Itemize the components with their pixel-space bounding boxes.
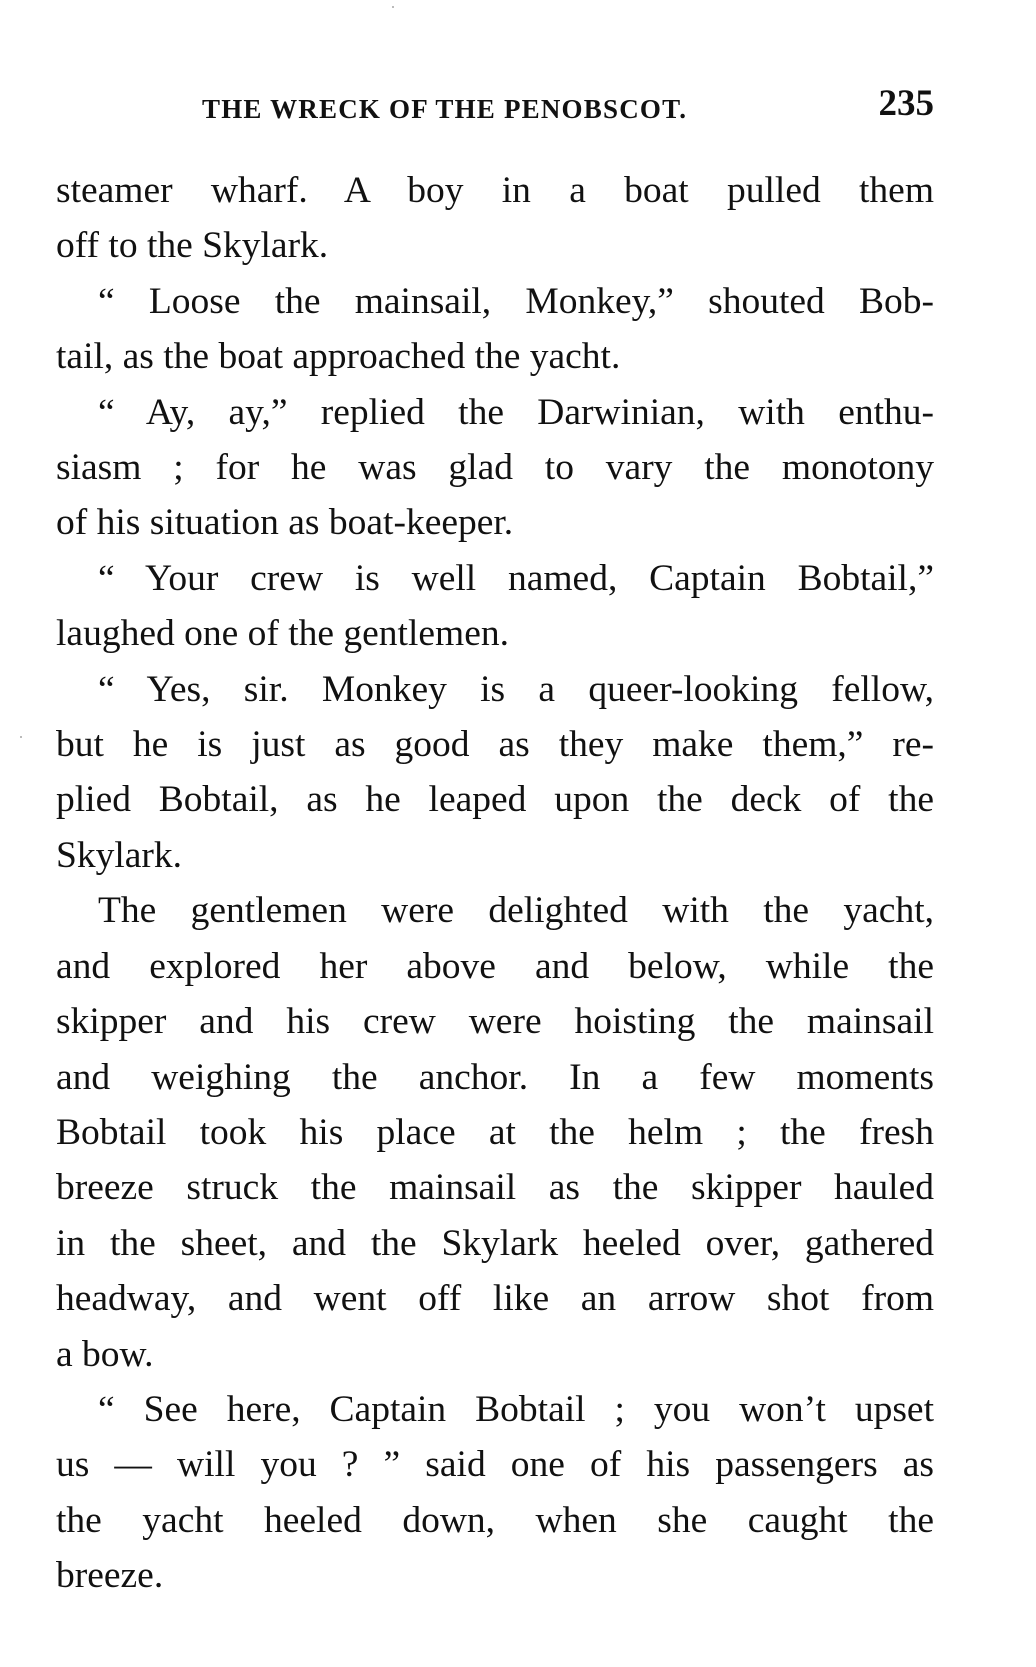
page-number: 235 xyxy=(878,83,934,124)
text-line: and weighing the anchor. In a few moments xyxy=(56,1056,934,1098)
text-line: “ Yes, sir. Monkey is a queer-looking fellow, xyxy=(98,668,934,710)
paragraph xyxy=(56,163,934,274)
paragraph xyxy=(56,1382,934,1604)
text-line: Bobtail took his place at the helm ; the fresh xyxy=(56,1111,934,1153)
text-line: and explored her above and below, while the xyxy=(56,945,934,987)
text-line: breeze. xyxy=(56,1555,164,1597)
text-line: of his situation as boat-keeper. xyxy=(56,502,514,544)
text-line: steamer wharf. A boy in a boat pulled them xyxy=(56,170,934,211)
scan-speck xyxy=(20,736,22,738)
text-line: breeze struck the mainsail as the skipper hauled xyxy=(56,1167,934,1209)
text-line: tail, as the boat approached the yacht. xyxy=(56,336,621,378)
text-line: us — will you ? ” said one of his passengers as xyxy=(56,1444,934,1486)
text-line: The gentlemen were delighted with the yacht, xyxy=(98,890,934,932)
text-line: laughed one of the gentlemen. xyxy=(56,613,509,655)
text-line: “ Loose the mainsail, Monkey,” shouted Bob- xyxy=(98,280,934,322)
page-header xyxy=(56,78,934,128)
paragraph xyxy=(56,385,934,551)
text-line: in the sheet, and the Skylark heeled over, gathered xyxy=(56,1222,934,1264)
paragraph xyxy=(56,551,934,662)
text-line: skipper and his crew were hoisting the mainsail xyxy=(56,1001,934,1043)
text-line: off to the Skylark. xyxy=(56,225,329,267)
text-line: Skylark. xyxy=(56,834,183,876)
paragraph xyxy=(56,274,934,385)
text-line: headway, and went off like an arrow shot from xyxy=(56,1278,934,1320)
text-line: plied Bobtail, as he leaped upon the deck of the xyxy=(56,779,934,821)
body-text xyxy=(56,163,934,1604)
text-line: siasm ; for he was glad to vary the monotony xyxy=(56,447,934,489)
paragraph xyxy=(56,662,934,884)
text-line: the yacht heeled down, when she caught the xyxy=(56,1499,934,1541)
text-line: but he is just as good as they make them,” re- xyxy=(56,724,934,766)
text-line: a bow. xyxy=(56,1333,154,1375)
paragraph xyxy=(56,883,934,1382)
text-line: “ Ay, ay,” replied the Darwinian, with enthu- xyxy=(98,391,934,433)
scan-speck xyxy=(392,6,394,8)
text-line: “ See here, Captain Bobtail ; you won’t upset xyxy=(98,1388,934,1430)
text-line: “ Your crew is well named, Captain Bobtail,” xyxy=(98,557,934,599)
running-title: THE WRECK OF THE PENOBSCOT. xyxy=(202,94,688,124)
